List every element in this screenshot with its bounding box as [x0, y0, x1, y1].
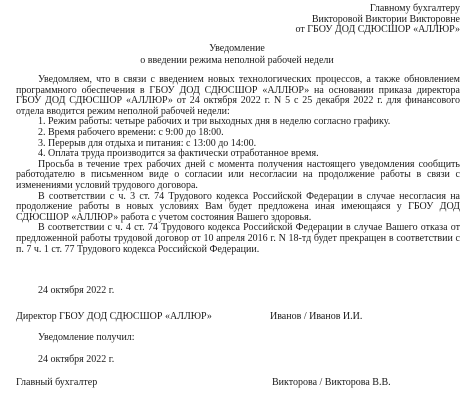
document-body: [16, 75, 460, 255]
accountant-signature: Викторова / Викторова В.В.: [272, 377, 391, 388]
alternative-work-paragraph: В соответствии с ч. 3 ст. 74 Трудового кодекса Российской Федерации в случае несогласия на продолжение работы в новых условиях Вам будет предложена иная имеющаяся у ГБОУ ДОД СДЮСШОР «АЛЛЮР» работа с учетом состояния Вашего здоровья.: [16, 190, 460, 223]
list-item: 4. Оплата труда производится за фактически отработанное время.: [38, 148, 319, 160]
document-subtitle: о введении режима неполной рабочей недели: [140, 55, 334, 66]
director-title: Директор ГБОУ ДОД СДЮСШОР «АЛЛЮР»: [16, 311, 212, 322]
addressee-block: [200, 4, 460, 36]
document-title: Уведомление: [209, 43, 265, 54]
director-signature: Иванов / Иванов И.И.: [270, 311, 363, 322]
addressee-line-2: Викторовой Виктории Викторовне: [311, 13, 460, 25]
received-date: 24 октября 2022 г.: [38, 354, 115, 365]
addressee-line-1: Главному бухгалтеру: [369, 3, 460, 14]
intro-paragraph: Уведомляем, что в связи с введением новых технологических процессов, а также обновлением программного обеспечения в ГБОУ ДОД СДЮСШОР «АЛЛЮР» на основании приказа директора ГБОУ ДОД СДЮСШОР «АЛЛЮР» от 24 октября 2022 г. N 5 с 25 декабря 2022 г. для финансового отдела вводится режим неполной рабочей недели:: [16, 74, 460, 117]
addressee-line-3: от ГБОУ ДОД СДЮСШОР «АЛЛЮР»: [295, 24, 460, 36]
response-request-paragraph: Просьба в течение трех рабочих дней с момента получения настоящего уведомления сообщить работодателю в письменном виде о согласии или несогласии на продолжение работы в связи с изменениями условий трудового договора.: [16, 158, 460, 191]
list-item: 1. Режим работы: четыре рабочих и три выходных дня в неделю согласно графику.: [38, 116, 391, 128]
accountant-title: Главный бухгалтер: [16, 377, 98, 388]
list-item: 3. Перерыв для отдыха и питания: с 13:00 до 14:00.: [38, 137, 257, 149]
termination-paragraph: В соответствии с ч. 4 ст. 74 Трудового кодекса Российской Федерации в случае Вашего отказа от предложенной работы трудовой договор от 10 апреля 2016 г. N 18-тд будет прекращен в соответствии с п. 7 ч. 1 ст. 77 Трудового кодекса Российской Федерации.: [16, 222, 460, 255]
issue-date: 24 октября 2022 г.: [38, 285, 115, 296]
received-label: Уведомление получил:: [38, 332, 135, 343]
list-item: 2. Время рабочего времени: с 9:00 до 18:00.: [38, 126, 224, 138]
